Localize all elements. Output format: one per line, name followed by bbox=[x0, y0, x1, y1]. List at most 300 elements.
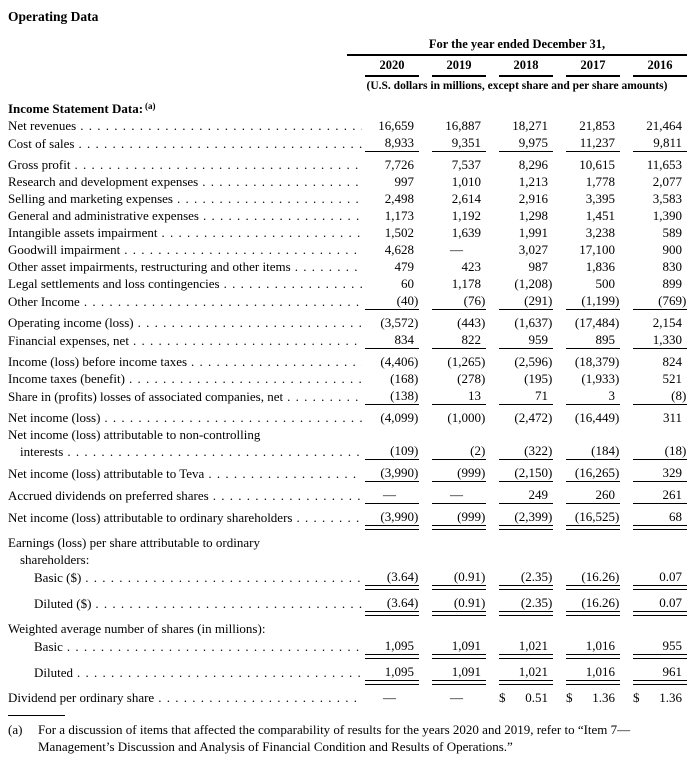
value-text: (1,000 bbox=[447, 410, 481, 425]
document-page bbox=[8, 8, 687, 755]
table-row bbox=[8, 292, 687, 310]
row-label-text: Financial expenses, net bbox=[8, 333, 129, 348]
value-text: 2,154 bbox=[652, 315, 682, 330]
value-text: 1,091 bbox=[451, 638, 481, 653]
close-paren: ) bbox=[548, 465, 553, 480]
value-text: 1,016 bbox=[585, 664, 615, 679]
value-cell bbox=[633, 409, 687, 426]
close-paren: ) bbox=[548, 595, 553, 610]
table-rows bbox=[8, 100, 687, 706]
year-header: 2016 bbox=[633, 58, 687, 77]
value-cell bbox=[432, 370, 486, 387]
value-text: 959 bbox=[528, 332, 548, 347]
row-label-line bbox=[8, 664, 365, 681]
row-values bbox=[365, 409, 687, 426]
value-text: (1,637 bbox=[514, 315, 548, 330]
value-cell bbox=[566, 275, 620, 292]
value-cell bbox=[499, 353, 553, 370]
table-row bbox=[8, 156, 687, 173]
row-label-text: Operating income (loss) bbox=[8, 315, 134, 330]
value-text: (3.64 bbox=[386, 569, 414, 584]
value-cell bbox=[365, 689, 419, 706]
value-cell bbox=[633, 486, 687, 504]
value-text: 68 bbox=[669, 509, 682, 524]
value-cell bbox=[633, 156, 687, 173]
row-label-text: Net revenues bbox=[8, 118, 77, 133]
table-row bbox=[8, 409, 687, 426]
table-row bbox=[8, 207, 687, 224]
close-paren: ) bbox=[548, 443, 553, 458]
row-label-text: Weighted average number of shares (in millions): bbox=[8, 621, 266, 636]
row-label-text: Net income (loss) attributable to Teva bbox=[8, 466, 205, 481]
close-paren: ) bbox=[615, 315, 620, 330]
value-text: 1,836 bbox=[585, 259, 615, 274]
row-label bbox=[8, 293, 365, 310]
value-cell bbox=[365, 292, 419, 310]
close-paren: ) bbox=[682, 388, 687, 403]
value-text: 1,213 bbox=[518, 174, 548, 189]
row-values bbox=[365, 637, 687, 655]
value-cell bbox=[432, 207, 486, 224]
value-cell bbox=[633, 353, 687, 370]
value-cell bbox=[432, 331, 486, 349]
value-text: 521 bbox=[662, 371, 682, 386]
value-cell bbox=[633, 689, 687, 706]
row-label-line bbox=[8, 534, 687, 551]
row-label bbox=[8, 689, 365, 706]
value-text: 1.36 bbox=[659, 690, 682, 705]
value-cell bbox=[499, 637, 553, 655]
row-label-text: Net income (loss) attributable to non-controlling bbox=[8, 427, 261, 442]
value-cell bbox=[432, 594, 486, 612]
close-paren: ) bbox=[615, 595, 620, 610]
value-text: 900 bbox=[662, 242, 682, 257]
row-label-line bbox=[8, 117, 365, 134]
value-text: 10,615 bbox=[579, 157, 615, 172]
value-text: (40 bbox=[396, 293, 414, 308]
row-label-line bbox=[8, 156, 365, 173]
close-paren: ) bbox=[615, 443, 620, 458]
close-paren: ) bbox=[548, 315, 553, 330]
value-cell bbox=[365, 156, 419, 173]
value-cell bbox=[566, 370, 620, 387]
value-cell bbox=[499, 464, 553, 482]
value-text: 260 bbox=[595, 487, 615, 502]
value-cell bbox=[365, 241, 419, 258]
value-cell bbox=[499, 387, 553, 405]
value-cell bbox=[499, 275, 553, 292]
value-cell bbox=[499, 134, 553, 152]
row-label bbox=[8, 487, 365, 504]
row-label bbox=[8, 241, 365, 258]
value-cell bbox=[365, 637, 419, 655]
row-values bbox=[365, 370, 687, 387]
close-paren: ) bbox=[615, 509, 620, 524]
value-cell bbox=[566, 637, 620, 655]
value-cell bbox=[566, 387, 620, 405]
value-text: (2 bbox=[470, 443, 481, 458]
value-cell bbox=[566, 117, 620, 134]
value-cell bbox=[566, 258, 620, 275]
footnote-text: For a discussion of items that affected the comparability of results for the years 2020 and 2019, refer to “Item 7—Management’s Discussion and Analysis of Financial Condition and Results of Operations.” bbox=[38, 722, 631, 754]
value-cell bbox=[432, 387, 486, 405]
value-cell bbox=[432, 486, 486, 504]
row-label bbox=[8, 353, 365, 370]
table-row bbox=[8, 594, 687, 612]
row-label-text: Income Statement Data: bbox=[8, 101, 144, 116]
row-label-text: Selling and marketing expenses bbox=[8, 191, 173, 206]
row-label-text: Cost of sales bbox=[8, 136, 75, 151]
row-label-line bbox=[8, 275, 365, 292]
value-text: 9,351 bbox=[451, 135, 481, 150]
table-row bbox=[8, 353, 687, 370]
dot-leader bbox=[84, 293, 362, 310]
row-label bbox=[8, 388, 365, 405]
value-cell bbox=[365, 464, 419, 482]
close-paren: ) bbox=[481, 465, 486, 480]
row-label bbox=[8, 569, 365, 586]
value-text: 7,537 bbox=[451, 157, 481, 172]
value-cell bbox=[566, 292, 620, 310]
value-cell bbox=[432, 190, 486, 207]
value-text: (168 bbox=[390, 371, 414, 386]
value-cell bbox=[499, 117, 553, 134]
value-cell bbox=[633, 241, 687, 258]
close-paren: ) bbox=[414, 354, 419, 369]
value-text: (3.64 bbox=[386, 595, 414, 610]
row-label-text: Other asset impairments, restructuring and other items bbox=[8, 259, 291, 274]
value-cell bbox=[432, 409, 486, 426]
value-text: 1.36 bbox=[592, 690, 615, 705]
row-label bbox=[8, 135, 365, 152]
value-text: (999 bbox=[457, 509, 481, 524]
row-label-text: Net income (loss) attributable to ordinary shareholders bbox=[8, 510, 293, 525]
value-cell bbox=[633, 594, 687, 612]
value-cell bbox=[566, 464, 620, 482]
value-text: (16,265 bbox=[574, 465, 615, 480]
value-text: 1,390 bbox=[652, 208, 682, 223]
value-text: 7,726 bbox=[384, 157, 414, 172]
value-text: (3,572 bbox=[380, 315, 414, 330]
row-label-text: Income taxes (benefit) bbox=[8, 371, 125, 386]
dot-leader bbox=[133, 332, 362, 349]
row-label-text: Diluted ($) bbox=[34, 596, 92, 611]
value-cell bbox=[566, 134, 620, 152]
value-text: 0.07 bbox=[659, 595, 682, 610]
value-text: 0.07 bbox=[659, 569, 682, 584]
dollar-sign: $ bbox=[633, 690, 640, 705]
value-text: 423 bbox=[461, 259, 481, 274]
value-text: 1,173 bbox=[384, 208, 414, 223]
value-text: 21,853 bbox=[579, 118, 615, 133]
close-paren: ) bbox=[682, 443, 687, 458]
row-label bbox=[8, 117, 365, 134]
row-label-text: Research and development expenses bbox=[8, 174, 199, 189]
value-text: (184 bbox=[591, 443, 615, 458]
row-values bbox=[365, 568, 687, 586]
value-cell bbox=[633, 134, 687, 152]
em-dash: — bbox=[383, 487, 396, 502]
dot-leader bbox=[74, 156, 362, 173]
value-text: (8 bbox=[671, 388, 682, 403]
value-text: 1,298 bbox=[518, 208, 548, 223]
value-cell bbox=[633, 387, 687, 405]
units-note: (U.S. dollars in millions, except share and per share amounts) bbox=[366, 80, 668, 92]
row-label bbox=[8, 173, 365, 190]
table-row bbox=[8, 508, 687, 526]
value-text: (0.91 bbox=[453, 595, 481, 610]
row-label-text: Basic bbox=[34, 639, 63, 654]
value-cell bbox=[365, 486, 419, 504]
row-label-text: Gross profit bbox=[8, 157, 71, 172]
close-paren: ) bbox=[548, 276, 553, 291]
value-text: 18,271 bbox=[512, 118, 548, 133]
table-row bbox=[8, 663, 687, 681]
value-text: (18 bbox=[664, 443, 682, 458]
close-paren: ) bbox=[414, 315, 419, 330]
row-label-text: Share in (profits) losses of associated companies, net bbox=[8, 389, 284, 404]
close-paren: ) bbox=[615, 465, 620, 480]
value-cell bbox=[365, 275, 419, 292]
value-cell bbox=[633, 224, 687, 241]
value-text: (16.26 bbox=[581, 569, 615, 584]
table-row bbox=[8, 117, 687, 134]
row-label-line bbox=[8, 465, 365, 482]
row-values bbox=[365, 292, 687, 310]
close-paren: ) bbox=[481, 509, 486, 524]
value-text: 261 bbox=[662, 487, 682, 502]
value-text: 1,330 bbox=[652, 332, 682, 347]
value-cell bbox=[633, 508, 687, 526]
row-values bbox=[365, 173, 687, 190]
row-label-line bbox=[8, 551, 687, 568]
dot-leader bbox=[78, 135, 362, 152]
table-row bbox=[8, 275, 687, 292]
value-text: (1,933 bbox=[581, 371, 615, 386]
value-text: 1,451 bbox=[585, 208, 615, 223]
value-text: 71 bbox=[535, 388, 548, 403]
value-text: (769 bbox=[658, 293, 682, 308]
close-paren: ) bbox=[548, 371, 553, 386]
value-cell bbox=[499, 486, 553, 504]
dot-leader bbox=[191, 353, 362, 370]
value-text: 479 bbox=[394, 259, 414, 274]
dot-leader bbox=[177, 190, 362, 207]
row-label-text: Net income (loss) bbox=[8, 410, 101, 425]
value-cell bbox=[365, 331, 419, 349]
value-cell bbox=[365, 568, 419, 586]
table-row bbox=[8, 173, 687, 190]
close-paren: ) bbox=[414, 443, 419, 458]
value-cell bbox=[365, 508, 419, 526]
value-cell bbox=[432, 156, 486, 173]
row-label-line bbox=[8, 426, 365, 443]
value-cell bbox=[633, 331, 687, 349]
value-cell bbox=[566, 689, 620, 706]
row-label-line bbox=[8, 332, 365, 349]
dot-leader bbox=[80, 117, 362, 134]
row-label-line bbox=[8, 595, 365, 612]
row-label-text: General and administrative expenses bbox=[8, 208, 199, 223]
page-title: Operating Data bbox=[8, 9, 99, 24]
value-cell bbox=[365, 207, 419, 224]
value-text: (1,199 bbox=[581, 293, 615, 308]
value-text: 9,975 bbox=[518, 135, 548, 150]
close-paren: ) bbox=[481, 354, 486, 369]
value-text: 1,095 bbox=[384, 664, 414, 679]
row-values bbox=[365, 331, 687, 349]
value-cell bbox=[566, 353, 620, 370]
row-label bbox=[8, 638, 365, 655]
value-cell bbox=[499, 663, 553, 681]
value-cell bbox=[566, 241, 620, 258]
value-cell bbox=[633, 207, 687, 224]
value-cell bbox=[432, 258, 486, 275]
table-row bbox=[8, 370, 687, 387]
row-label bbox=[8, 509, 365, 526]
table-row bbox=[8, 224, 687, 241]
dot-leader bbox=[138, 314, 362, 331]
value-text: 1,016 bbox=[585, 638, 615, 653]
value-text: 1,991 bbox=[518, 225, 548, 240]
dollar-sign: $ bbox=[499, 690, 506, 705]
row-label bbox=[8, 426, 365, 460]
row-label-text: Accrued dividends on preferred shares bbox=[8, 488, 209, 503]
row-label bbox=[8, 100, 687, 117]
footnote bbox=[8, 721, 687, 755]
value-text: 311 bbox=[662, 410, 682, 425]
year-header: 2018 bbox=[499, 58, 553, 77]
row-label-text: Intangible assets impairment bbox=[8, 225, 158, 240]
value-text: 0.51 bbox=[525, 690, 548, 705]
row-label bbox=[8, 664, 365, 681]
row-label-line bbox=[8, 241, 365, 258]
value-cell bbox=[499, 370, 553, 387]
row-values bbox=[365, 663, 687, 681]
year-header: 2017 bbox=[566, 58, 620, 77]
value-text: 830 bbox=[662, 259, 682, 274]
value-cell bbox=[499, 508, 553, 526]
row-label-line bbox=[8, 409, 365, 426]
value-wrap bbox=[525, 689, 553, 706]
dot-leader bbox=[295, 258, 362, 275]
value-text: 1,021 bbox=[518, 664, 548, 679]
row-label-text: Earnings (loss) per share attributable to ordinary bbox=[8, 535, 260, 550]
value-cell bbox=[432, 275, 486, 292]
value-cell bbox=[365, 190, 419, 207]
em-dash: — bbox=[450, 690, 463, 705]
dot-leader bbox=[287, 388, 362, 405]
dot-leader bbox=[161, 224, 362, 241]
value-cell bbox=[566, 224, 620, 241]
dot-leader bbox=[104, 409, 362, 426]
value-cell bbox=[566, 190, 620, 207]
dot-leader bbox=[208, 465, 362, 482]
value-text: (17,484 bbox=[574, 315, 615, 330]
table-row bbox=[8, 190, 687, 207]
row-values bbox=[365, 594, 687, 612]
value-cell bbox=[432, 442, 486, 460]
close-paren: ) bbox=[414, 595, 419, 610]
close-paren: ) bbox=[414, 509, 419, 524]
value-cell bbox=[432, 173, 486, 190]
table-row bbox=[8, 241, 687, 258]
value-cell bbox=[566, 568, 620, 586]
value-text: (16,525 bbox=[574, 509, 615, 524]
value-cell bbox=[633, 173, 687, 190]
footnote-marker: (a) bbox=[8, 722, 23, 737]
close-paren: ) bbox=[414, 410, 419, 425]
value-cell bbox=[566, 508, 620, 526]
value-cell bbox=[365, 370, 419, 387]
value-cell bbox=[432, 241, 486, 258]
value-text: (322 bbox=[524, 443, 548, 458]
value-text: (3,990 bbox=[380, 509, 414, 524]
value-cell bbox=[365, 224, 419, 241]
value-cell bbox=[432, 568, 486, 586]
value-text: (999 bbox=[457, 465, 481, 480]
value-cell bbox=[566, 331, 620, 349]
close-paren: ) bbox=[481, 315, 486, 330]
row-label bbox=[8, 224, 365, 241]
row-label-line bbox=[8, 620, 687, 637]
value-cell bbox=[499, 292, 553, 310]
row-label-text: Diluted bbox=[34, 665, 73, 680]
row-label-text: Basic ($) bbox=[34, 570, 82, 585]
row-label bbox=[8, 332, 365, 349]
value-cell bbox=[633, 117, 687, 134]
row-label bbox=[8, 275, 365, 292]
row-label-line bbox=[8, 443, 365, 460]
row-label-line bbox=[8, 388, 365, 405]
table-row bbox=[8, 258, 687, 275]
row-label-line bbox=[8, 569, 365, 586]
close-paren: ) bbox=[615, 569, 620, 584]
value-text: 2,614 bbox=[451, 191, 481, 206]
year-header: 2019 bbox=[432, 58, 486, 77]
value-cell bbox=[432, 117, 486, 134]
row-label-line bbox=[8, 689, 365, 706]
value-cell bbox=[499, 173, 553, 190]
value-cell bbox=[365, 353, 419, 370]
dot-leader bbox=[129, 370, 362, 387]
value-text: (76 bbox=[463, 293, 481, 308]
table-row bbox=[8, 568, 687, 586]
value-text: (2,150 bbox=[514, 465, 548, 480]
value-text: 9,811 bbox=[653, 135, 682, 150]
table-row bbox=[8, 620, 687, 637]
value-text: 2,077 bbox=[652, 174, 682, 189]
value-text: 1,192 bbox=[451, 208, 481, 223]
close-paren: ) bbox=[414, 465, 419, 480]
value-text: 329 bbox=[662, 465, 682, 480]
value-text: (18,379 bbox=[574, 354, 615, 369]
value-cell bbox=[633, 637, 687, 655]
row-label bbox=[8, 156, 365, 173]
value-cell bbox=[499, 156, 553, 173]
value-text: 3,395 bbox=[585, 191, 615, 206]
value-cell bbox=[432, 292, 486, 310]
value-cell bbox=[365, 387, 419, 405]
value-text: 1,639 bbox=[451, 225, 481, 240]
value-text: 2,498 bbox=[384, 191, 414, 206]
row-label-line bbox=[8, 207, 365, 224]
value-cell bbox=[365, 258, 419, 275]
value-text: 824 bbox=[662, 354, 682, 369]
value-text: (3,990 bbox=[380, 465, 414, 480]
dollar-sign: $ bbox=[566, 690, 573, 705]
value-text: 8,296 bbox=[518, 157, 548, 172]
